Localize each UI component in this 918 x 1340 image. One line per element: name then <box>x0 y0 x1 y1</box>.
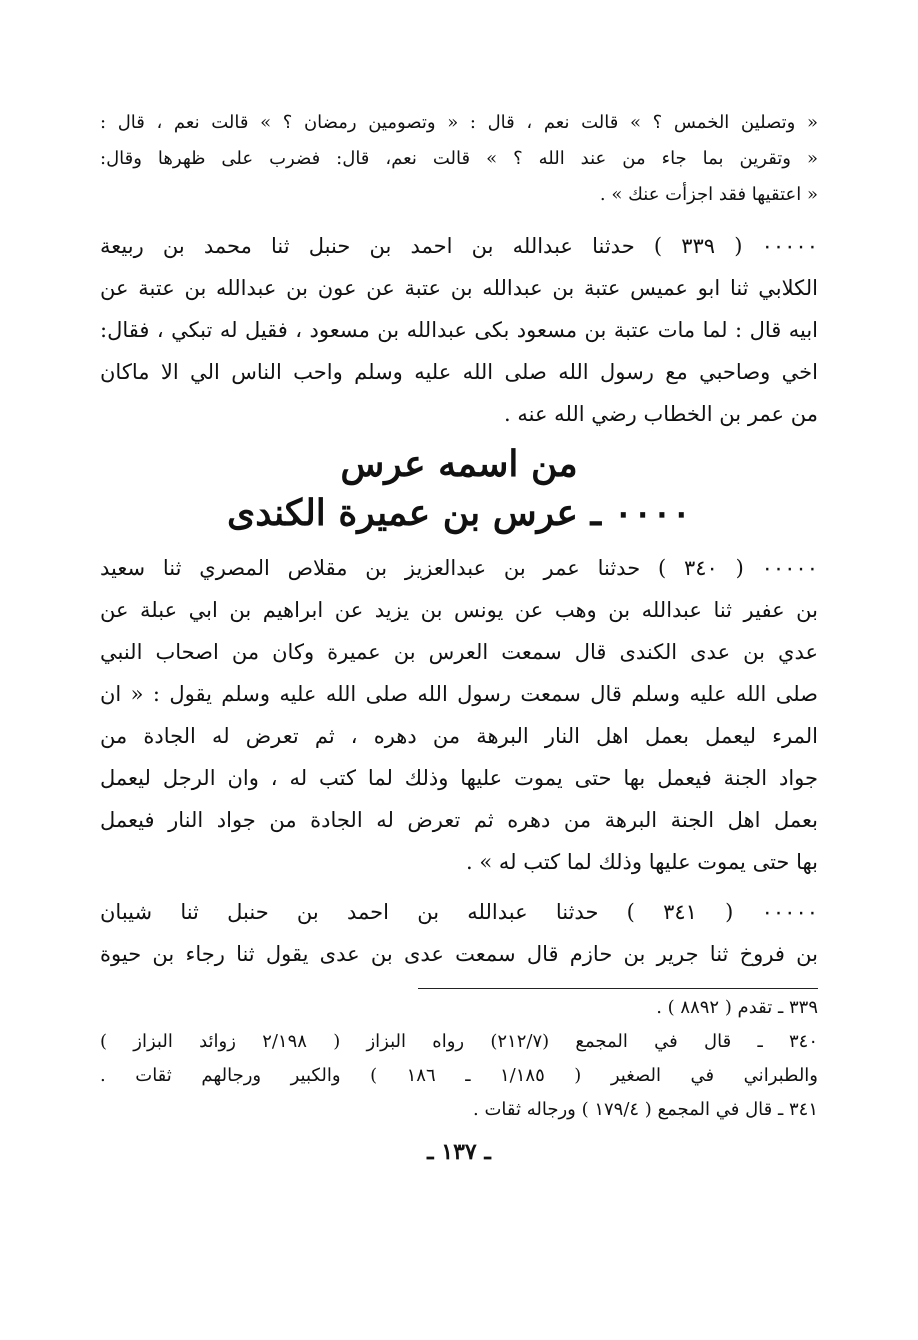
text-line: بعمل اهل الجنة البرهة من دهره ثم تعرض له الجادة من جواد النار فيعمل <box>100 808 818 832</box>
footnote-line: والطبراني في الصغير ( ١/١٨٥ ـ ١٨٦ ) والكبير ورجالهم ثقات . <box>100 1065 818 1086</box>
hadith-341 <box>100 894 818 978</box>
text-line: « وتقرين بما جاء من عند الله ؟ » قالت نعم، قال: فضرب على ظهرها وقال: <box>100 148 818 169</box>
narrator-heading: ٠٠٠٠ ـ عرس بن عميرة الكندى <box>227 492 691 534</box>
text-line: المرء ليعمل بعمل اهل النار البرهة من دهره ، ثم تعرض له الجادة من <box>100 724 818 748</box>
text-line: ابيه قال : لما مات عتبة بن مسعود بكى عبدالله بن مسعود ، فقيل له تبكي ، فقال: <box>100 318 818 342</box>
hadith-continuation <box>100 108 818 216</box>
footnote-line: ٣٤٠ ـ قال في المجمع (٢١٢/٧) رواه البزاز ( ٢/١٩٨ زوائد البزاز ) <box>100 1031 818 1052</box>
footnotes <box>100 995 818 1131</box>
text-line: اخي وصاحبي مع رسول الله صلى الله عليه وسلم واحب الناس الي الا ماكان <box>100 360 818 384</box>
footnote-line: ٣٣٩ ـ تقدم ( ٨٨٩٢ ) . <box>656 997 818 1018</box>
text-line: عدي بن عدى الكندى قال سمعت العرس بن عميرة وكان من اصحاب النبي <box>100 640 818 664</box>
text-line: « وتصلين الخمس ؟ » قالت نعم ، قال : « وتصومين رمضان ؟ » قالت نعم ، قال : <box>100 112 818 133</box>
page-number: ـ ١٣٧ ـ <box>427 1139 491 1165</box>
text-line: بن عفير ثنا عبدالله بن وهب عن يونس بن يزيد عن ابراهيم بن ابي عبلة عن <box>100 598 818 622</box>
text-line: من عمر بن الخطاب رضي الله عنه . <box>504 402 818 426</box>
text-line: ٠٠٠٠٠ ( ٣٤٠ ) حدثنا عمر بن عبدالعزيز بن مقلاص المصري ثنا سعيد <box>100 556 818 580</box>
text-line: بها حتى يموت عليها وذلك لما كتب له » . <box>466 850 818 874</box>
text-line: الكلابي ثنا ابو عميس عتبة بن عبدالله بن عتبة عن عون بن عبدالله بن عتبة عن <box>100 276 818 300</box>
hadith-339 <box>100 228 818 438</box>
text-line: بن فروخ ثنا جرير بن حازم قال سمعت عدى بن عدى يقول ثنا رجاء بن حيوة <box>100 942 818 966</box>
text-line: صلى الله عليه وسلم قال سمعت رسول الله صلى الله عليه وسلم يقول : « ان <box>100 682 818 706</box>
footnote-divider <box>418 988 818 989</box>
text-line: ٠٠٠٠٠ ( ٣٤١ ) حدثنا عبدالله بن احمد بن حنبل ثنا شيبان <box>100 900 818 924</box>
section-heading: من اسمه عرس <box>340 443 578 485</box>
text-line: « اعتقيها فقد اجزأت عنك » . <box>599 184 818 205</box>
hadith-340 <box>100 550 818 886</box>
footnote-line: ٣٤١ ـ قال في المجمع ( ١٧٩/٤ ) ورجاله ثقات . <box>473 1099 818 1120</box>
text-line: ٠٠٠٠٠ ( ٣٣٩ ) حدثنا عبدالله بن احمد بن حنبل ثنا محمد بن ربيعة <box>100 234 818 258</box>
text-line: جواد الجنة فيعمل بها حتى يموت عليها وذلك لما كتب له ، وان الرجل ليعمل <box>100 766 818 790</box>
